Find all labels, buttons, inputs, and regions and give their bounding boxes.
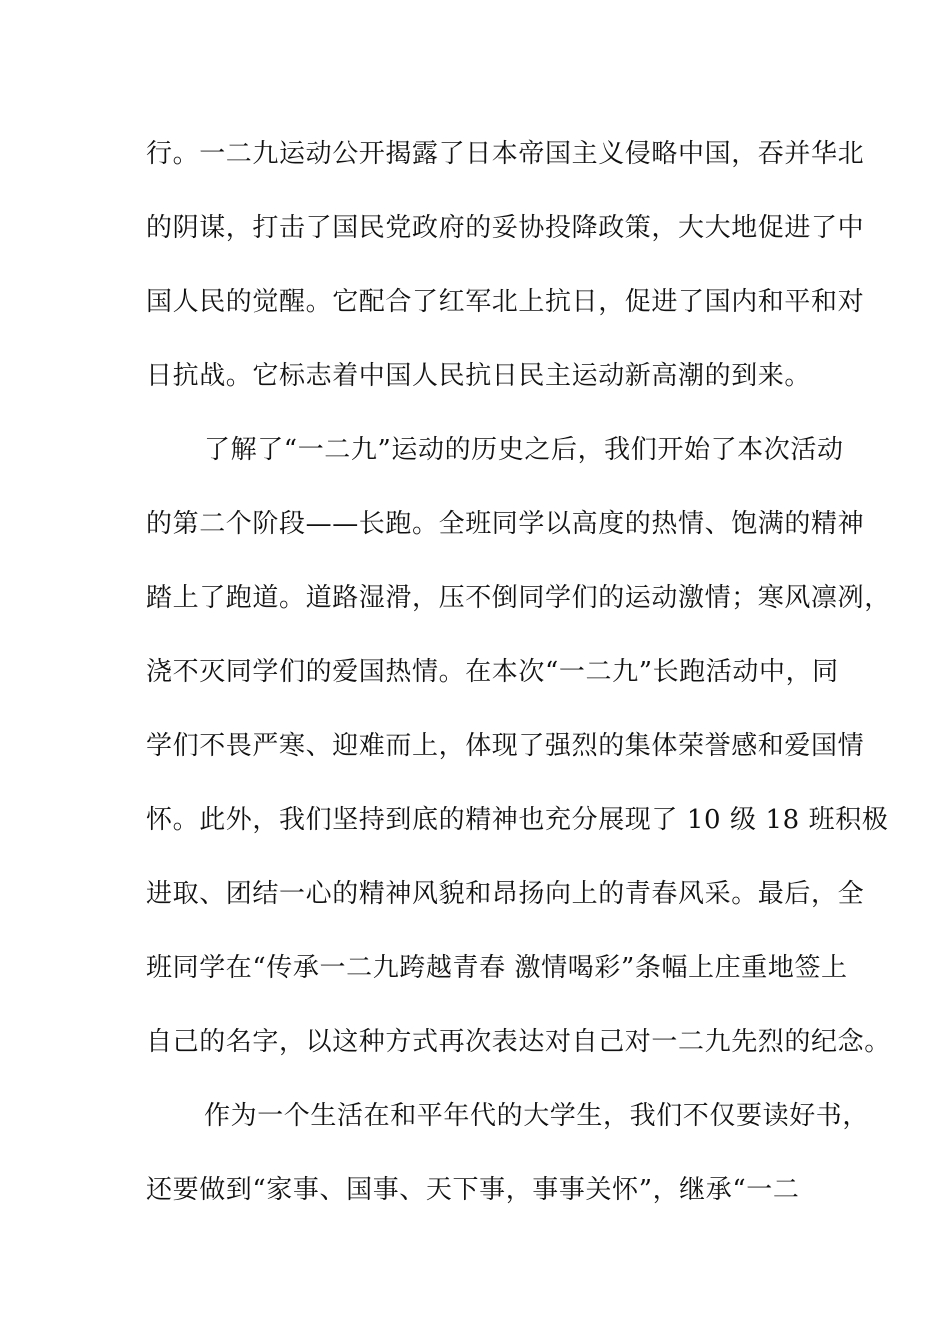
paragraph-line-11: 进取、团结一心的精神风貌和昂扬向上的青春风采。最后，全: [146, 879, 865, 909]
paragraph-line-2: 的阴谋，打击了国民党政府的妥协投降政策，大大地促进了中: [146, 213, 865, 243]
paragraph-line-7: 踏上了跑道。道路湿滑，压不倒同学们的运动激情；寒风凛冽，: [146, 583, 891, 613]
paragraph-line-10: 怀。此外，我们坚持到底的精神也充分展现了 10 级 18 班积极: [146, 805, 889, 835]
paragraph-line-13: 自己的名字，以这种方式再次表达对自己对一二九先烈的纪念。: [146, 1027, 891, 1057]
paragraph-line-6: 的第二个阶段——长跑。全班同学以高度的热情、饱满的精神: [146, 509, 865, 539]
paragraph-line-4: 日抗战。它标志着中国人民抗日民主运动新高潮的到来。: [146, 361, 812, 391]
paragraph-line-5: 了解了“一二九”运动的历史之后，我们开始了本次活动: [204, 435, 844, 465]
paragraph-line-14: 作为一个生活在和平年代的大学生，我们不仅要读好书，: [204, 1101, 870, 1131]
paragraph-line-1: 行。一二九运动公开揭露了日本帝国主义侵略中国，吞并华北: [146, 139, 865, 169]
paragraph-line-9: 学们不畏严寒、迎难而上，体现了强烈的集体荣誉感和爱国情: [146, 731, 865, 761]
paragraph-line-3: 国人民的觉醒。它配合了红军北上抗日，促进了国内和平和对: [146, 287, 865, 317]
paragraph-line-8: 浇不灭同学们的爱国热情。在本次“一二九”长跑活动中，同: [146, 657, 839, 687]
paragraph-line-12: 班同学在“传承一二九跨越青春 激情喝彩”条幅上庄重地签上: [146, 953, 848, 983]
paragraph-line-15: 还要做到“家事、国事、天下事，事事关怀”，继承“一二: [146, 1175, 800, 1205]
